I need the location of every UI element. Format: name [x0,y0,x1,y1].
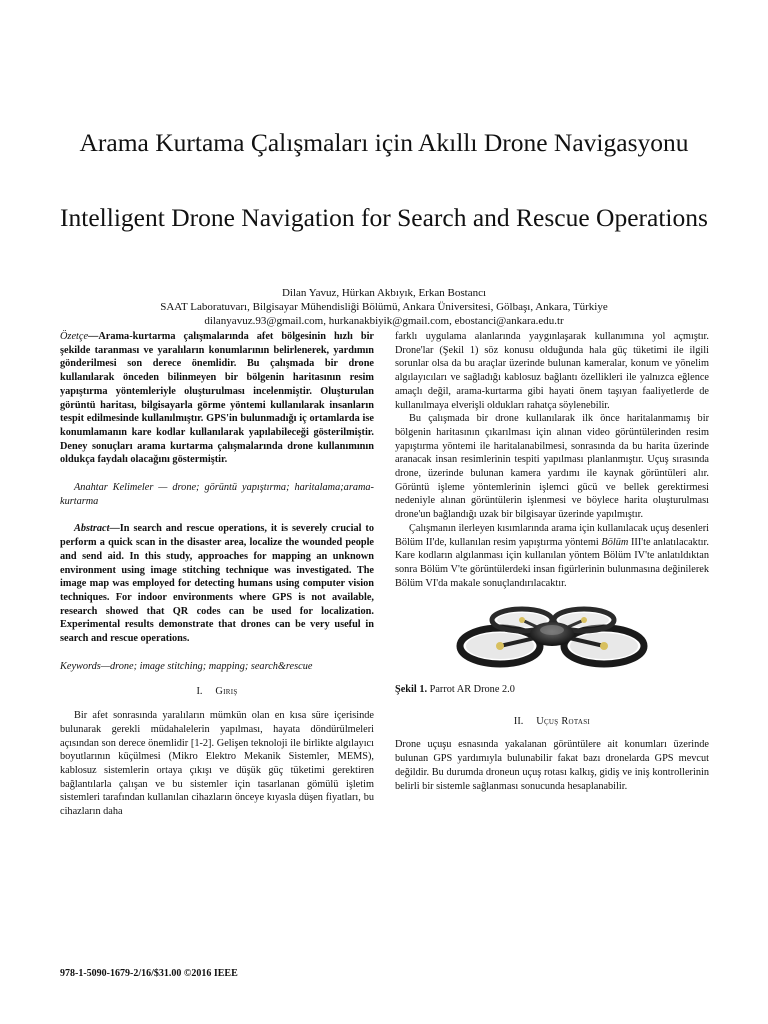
author-affiliation: SAAT Laboratuvarı, Bilgisayar Mühendisliği Bölümü, Ankara Üniversitesi, Gölbaşı, Ankara, Türkiye [160,301,608,313]
intro-paragraph-2: Bu çalışmada bir drone kullanılarak ilk önce haritalanmamış bir bölgenin haritasının çıkarılması için alınan video görüntülerinden resim yapıştırma yöntemi ile haritalanabilmesi, sonrasında da bu harita üzerinde aranacak insan resimlerinin tespiti yapılması planlanmıştır. Uçuş sırasında drone, üzerinde bulunan kamera yardımı ile kaynak görüntüleri alır. Görüntü işleme yöntemlerinin işlemci gücü ve bellek gerektirmesi nedeniyle alınan görüntülerin işlenmesi ve böylece harita oluşturulması drone'un bağlandığı uzak bir bilgisayar üzerinde yapılmıştır. [395,413,709,521]
figure-1 [395,596,709,683]
abstract-label: Abstract [74,523,110,535]
ozetce-text: Arama-kurtarma çalışmalarında afet bölgesinin hızlı bir şekilde taranması ve yaralıların konumlarının belirlenerek, yardımın gönderilmesi son derece önemlidir. Bu çalışmada bir drone kullanılarak önceden bilinmeyen bir bölgenin haritasının resim yapıştırma yöntemleriyle oluşturulması incelenmiştir. Oluşturulan görüntü haritası, bilgisayarla görme yöntemi kullanılarak insanların tespit edilmesinde kullanılmıştır. GPS'in bulunmadığı iç ortamlarda ise konumlamanın kare kodlar kullanılarak yapılabileceği gösterilmiştir. Deney sonuçları arama kurtarma çalışmalarında drone kullanımının oldukça faydalı olacağını göstermiştir. [60,331,374,466]
drone-image [452,596,652,678]
author-names: Dilan Yavuz, Hürkan Akbıyık, Erkan Bostancı [281,287,487,299]
anahtar-kelimeler: Anahtar Kelimeler — drone; görüntü yapıştırma; haritalama;arama-kurtarma [60,482,374,507]
title-english: Intelligent Drone Navigation for Search and Rescue Operations [60,203,708,232]
abstract-paragraph [60,522,374,645]
author-block [60,286,708,328]
ozetce-paragraph [60,330,374,467]
ozetce-dash: — [88,331,99,342]
section-1-numeral: I. [196,686,203,698]
title-turkish: Arama Kurtama Çalışmaları için Akıllı Drone Navigasyonu [79,128,689,157]
keywords-paragraph: Keywords—drone; image stitching; mapping; search&rescue [60,660,313,672]
left-column [60,330,374,819]
right-column [395,330,709,793]
section-2-numeral: II. [513,715,524,727]
abstract-dash: — [109,523,120,535]
section-1-paragraph-1: Bir afet sonrasında yaralıların mümkün olan en kısa süre içerisinde bulunarak gerekli müdahalelerin yapılması, hayata döndürülmeleri açısından son derece önemlidir [1-2]. Gelişen teknoloji ile birlikte algılayıcı boyutlarının küçülmesi (Mikro Elektro Mekanik Sistemler, MEMS), kablosuz sistemlerin ortaya çıkışı ve düşük güç tüketimi gerektiren bağlantılarla çalışan ve bu sistemler için tasarlanan gömülü işletim sistemleri tarafından kullanılan cihazların önceye kıyasla düşen fiyatları, bu cihazların daha [60,710,374,818]
intro-paragraph-continued: farklı uygulama alanlarında yaygınlaşarak kullanımına yol açmıştır. Drone'lar (Şekil 1) söz konusu olduğunda hala güç tüketimi ile ilgili sorunlar olsa da bu araçlar üzerinde bulunan kameralar, konum ve yönelim algılayıcıları ve sağladığı kablosuz bağlantı özellikleri ile yalnızca eğlence amaçlı değil, arama-kurtarma gibi hayati önem taşıyan faaliyetlerde de kullanılmaya elverişli oldukları rahatça söylenebilir. [395,331,709,411]
section-2-paragraph-1: Drone uçuşu esnasında yakalanan görüntülere ait konumları üzerinde bulunan GPS yardımıyla bulunabilir fakat bazı dronelarda GPS mevcut değildir. Bu durumda droneun uçuş rotası kalkış, gidiş ve iniş kontrollerinin belirli bir sistemle sağlanması sonucunda hesaplanabilir. [395,739,709,792]
figure-1-label: Şekil 1. [395,684,428,696]
figure-1-caption-text: Parrot AR Drone 2.0 [429,684,515,696]
copyright-footer: 978-1-5090-1679-2/16/$31.00 ©2016 IEEE [60,968,238,979]
intro-paragraph-3: Çalışmanın ilerleyen kısımlarında arama için kullanılacak uçuş desenleri Bölüm II'de, kullanılan resim yapıştırma yöntemi Bölüm III'te anlatılacaktır. Kare kodların algılanması için kullanılan yöntem Bölüm IV'te anlatıldıktan sonra Bölüm V'te görüntülerdeki insan figürlerinin bulunmasına değinilerek Bölüm VI'da makale sonuçlandırılacaktır. [395,522,709,589]
abstract-text: In search and rescue operations, it is severely crucial to perform a quick scan in the disaster area, localize the wounded people and send aid. In this study, approaches for mapping an unknown environment using image stitching technique was investigated. The image map was employed for detecting humans using computer vision techniques. For indoor environments where GPS is not available, research showed that QR codes can be used for localization. Experimental results demonstrate that drones can be very useful in search and rescue operations. [60,523,374,645]
author-emails: dilanyavuz.93@gmail.com, hurkanakbiyik@gmail.com, ebostanci@ankara.edu.tr [204,315,564,327]
ozetce-label: Özetçe [60,331,89,342]
section-2-title: Uçuş Rotası [536,715,591,727]
section-2-heading [395,715,709,729]
section-1-title: Giriş [215,686,238,698]
figure-1-caption [395,683,709,697]
section-1-heading [60,685,374,699]
